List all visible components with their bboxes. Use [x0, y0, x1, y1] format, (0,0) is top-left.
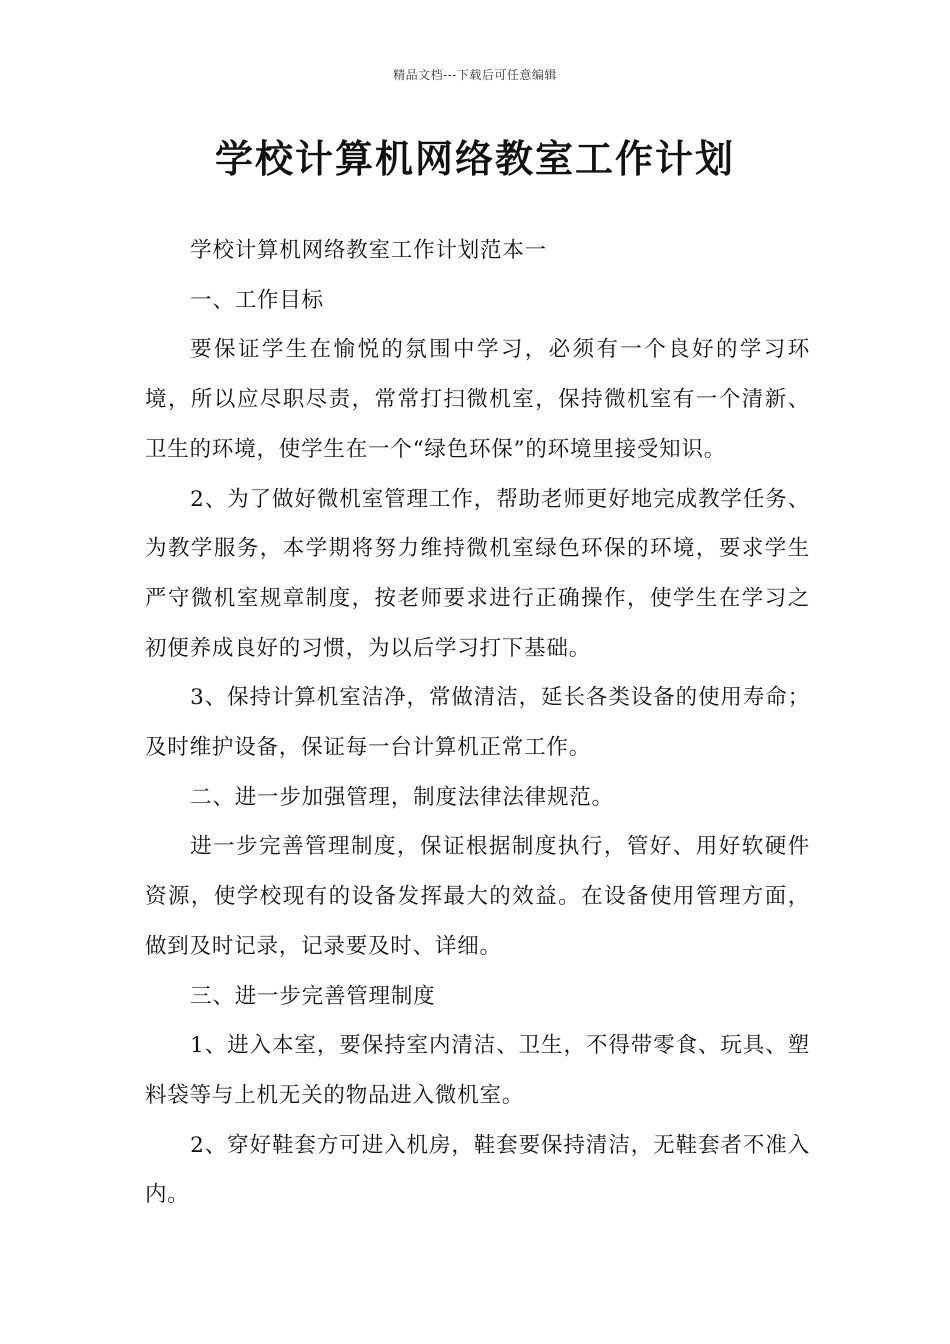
header-note: 精品文档---下载后可任意编辑	[393, 68, 557, 82]
body-paragraph: 3、保持计算机室洁净，常做清洁，延长各类设备的使用寿命；及时维护设备，保证每一台计算机正常工作。	[145, 685, 810, 761]
subtitle-paragraph: 学校计算机网络教室工作计划范本一	[190, 238, 547, 263]
section-heading-rules: 三、进一步完善管理制度	[190, 983, 436, 1009]
section-heading-management: 二、进一步加强管理，制度法律法律规范。	[190, 784, 614, 810]
rule-item: 2、穿好鞋套方可进入机房，鞋套要保持清洁，无鞋套者不准入内。	[145, 1132, 810, 1208]
document-title: 学校计算机网络教室工作计划	[214, 137, 735, 181]
rule-item: 1、进入本室，要保持室内清洁、卫生，不得带零食、玩具、塑料袋等与上机无关的物品进入微机室。	[145, 1033, 810, 1108]
body-paragraph: 进一步完善管理制度，保证根据制度执行，管好、用好软硬件资源，使学校现有的设备发挥最大的效益。在设备使用管理方面，做到及时记录，记录要及时、详细。	[145, 834, 810, 959]
body-paragraph: 要保证学生在愉悦的氛围中学习，必须有一个良好的学习环境，所以应尽职尽责，常常打扫微机室，保持微机室有一个清新、卫生的环境，使学生在一个“绿色环保”的环境里接受知识。	[145, 337, 810, 462]
document-body	[145, 226, 810, 1220]
body-paragraph: 2、为了做好微机室管理工作，帮助老师更好地完成教学任务、为教学服务，本学期将努力维持微机室绿色环保的环境，要求学生严守微机室规章制度，按老师要求进行正确操作，使学生在学习之初便养成良好的习惯，为以后学习打下基础。	[145, 486, 810, 661]
section-heading-goals: 一、工作目标	[190, 287, 324, 313]
